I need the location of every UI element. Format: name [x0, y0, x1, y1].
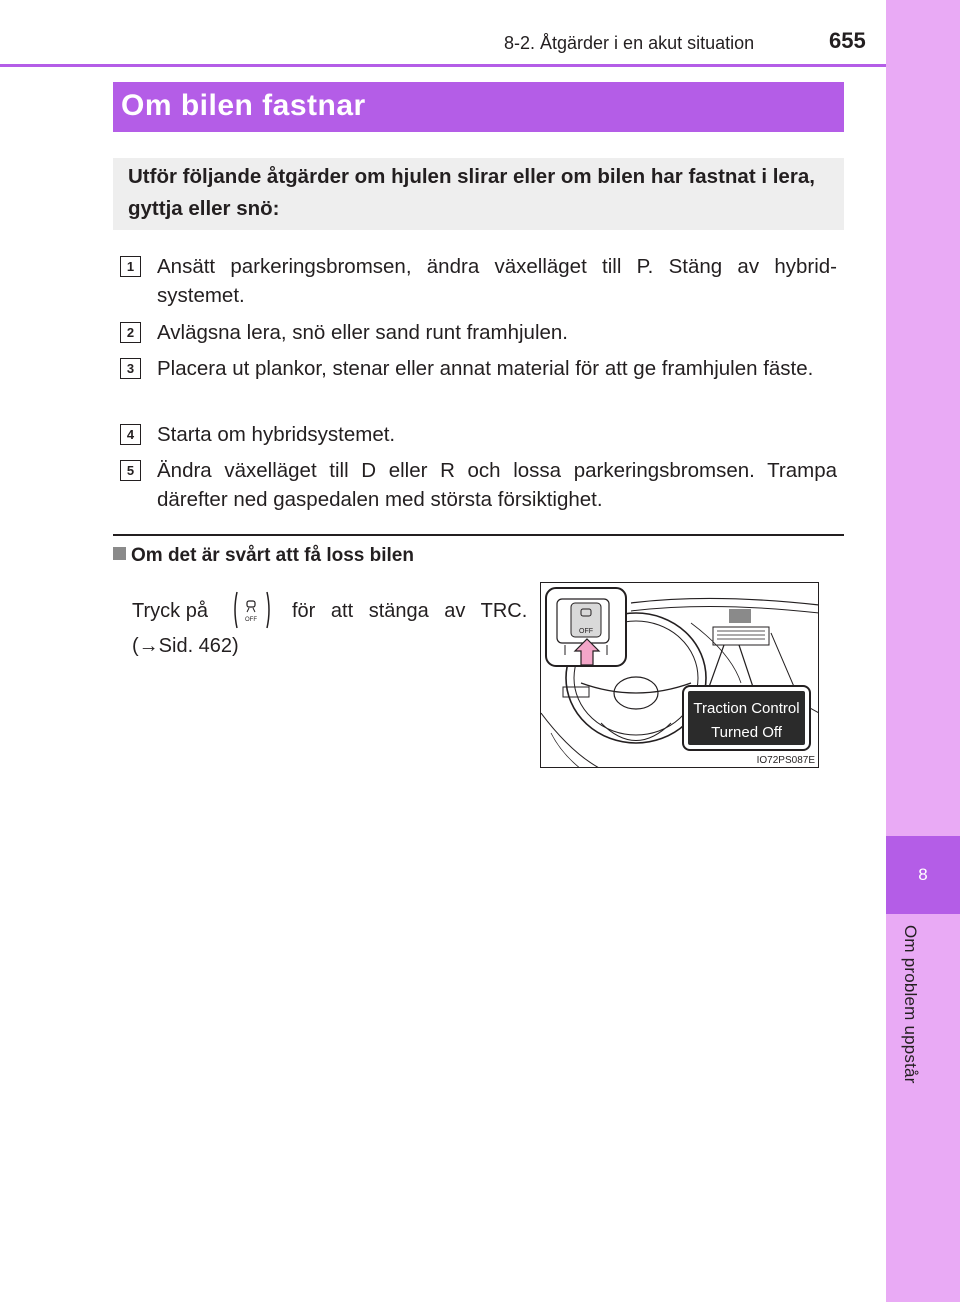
instruction-text-end: för att stänga av TRC. [292, 600, 528, 622]
page-title: Om bilen fastnar [121, 89, 366, 122]
header-rule [0, 64, 886, 67]
step-text: Placera ut plankor, stenar eller annat material för att ge framhjulen fäste. [157, 357, 814, 380]
step-text: Ändra växelläget till D eller R och lossa parkeringsbromsen. Trampa därefter ned gaspedalen med största försiktighet. [157, 459, 837, 511]
step-number: 5 [120, 460, 141, 481]
step-number: 4 [120, 424, 141, 445]
step-text: Avlägsna lera, snö eller sand runt framhjulen. [157, 321, 568, 344]
section-divider [113, 534, 844, 536]
subsection-heading-text: Om det är svårt att få loss bilen [131, 545, 414, 566]
step-number: 3 [120, 358, 141, 379]
subsection-heading [113, 545, 414, 567]
off-label: OFF [245, 617, 257, 623]
intro-box [113, 158, 844, 230]
chapter-number: 8 [886, 836, 960, 914]
trc-off-button-icon [229, 590, 275, 630]
step-text: Ansätt parkeringsbromsen, ändra växelläget till P. Stäng av hybrid-systemet. [157, 255, 837, 307]
square-bullet-icon [113, 547, 126, 560]
instruction-text-start: Tryck på [132, 600, 208, 622]
dashboard-illustration [540, 582, 819, 768]
step-text: Starta om hybridsystemet. [157, 423, 396, 446]
chapter-label: Om problem uppstår [901, 925, 920, 1084]
step-number: 2 [120, 322, 141, 343]
intro-text: Utför följande åtgärder om hjulen slirar eller om bilen har fastnat i lera, gyttja eller snö: [128, 165, 815, 220]
title-bar [113, 82, 844, 132]
message-line-2: Turned Off [711, 724, 782, 741]
step-number: 1 [120, 256, 141, 277]
traction-control-message [684, 687, 809, 749]
illustration-code: IO72PS087E [756, 755, 815, 766]
message-line-1: Traction Control [693, 700, 800, 717]
page-number: 655 [829, 28, 866, 53]
header-section: 8-2. Åtgärder i en akut situation [504, 33, 755, 53]
page-reference: (→Sid. 462) [132, 635, 239, 657]
callout-off-label: OFF [579, 628, 593, 635]
